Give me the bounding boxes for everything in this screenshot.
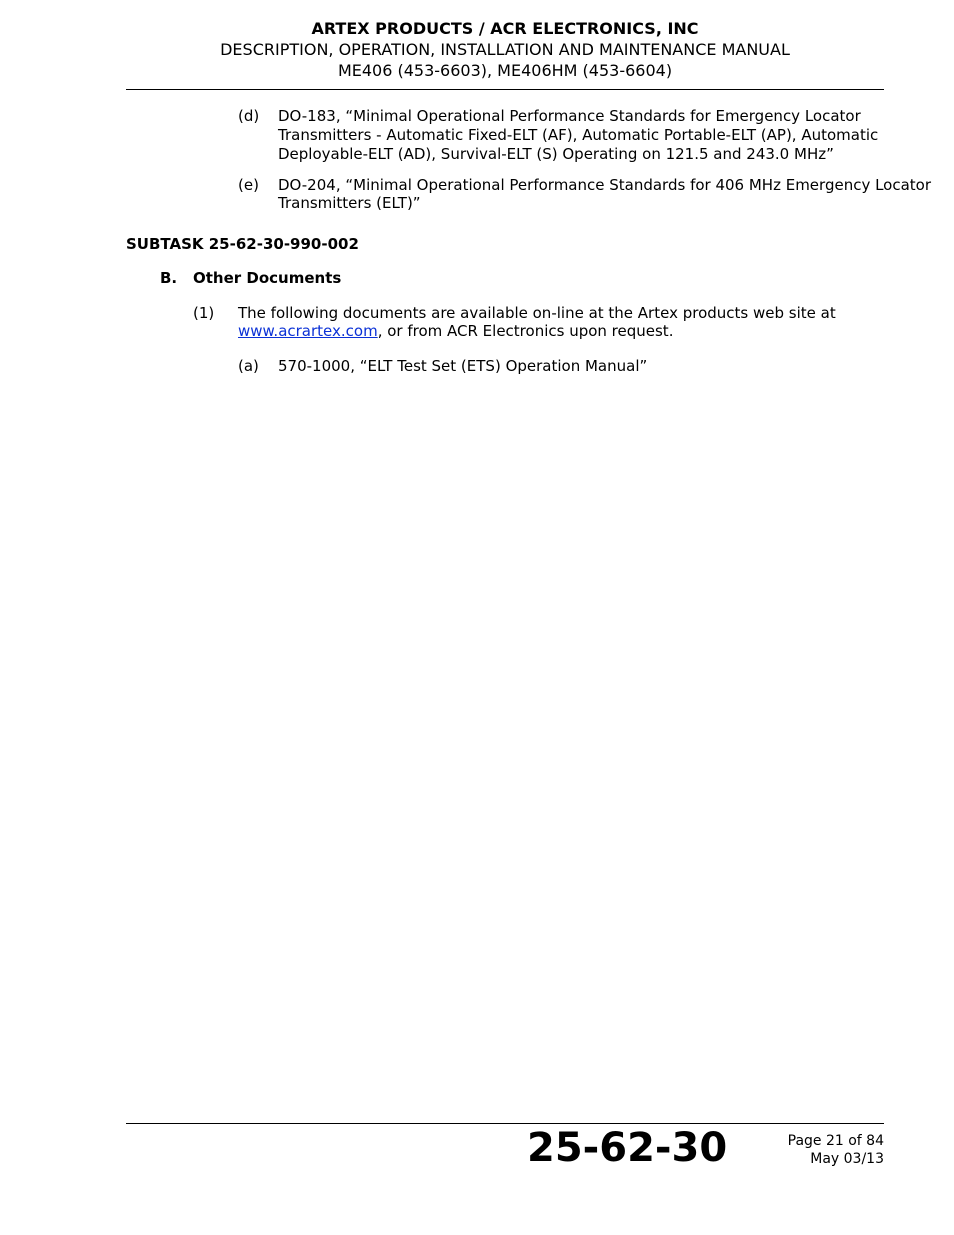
header-divider	[126, 89, 884, 90]
revision-date: May 03/13	[810, 1151, 884, 1167]
footer-divider	[126, 1123, 884, 1124]
item-d-label: (d)	[238, 107, 260, 125]
model-numbers: ME406 (453-6603), ME406HM (453-6604)	[337, 61, 673, 80]
paragraph-1-line-2	[238, 322, 673, 341]
paragraph-1-label: (1)	[193, 304, 215, 322]
company-name: ARTEX PRODUCTS / ACR ELECTRONICS, INC	[311, 19, 699, 38]
item-a-text: 570-1000, “ELT Test Set (ETS) Operation Manual”	[278, 357, 648, 375]
paragraph-1-line-2-rest: , or from ACR Electronics upon request.	[377, 322, 674, 340]
subtask-heading: SUBTASK 25-62-30-990-002	[126, 235, 359, 253]
item-e-label: (e)	[238, 176, 259, 194]
manual-title: DESCRIPTION, OPERATION, INSTALLATION AND MAINTENANCE MANUAL	[220, 40, 790, 59]
item-e-line-1: DO-204, “Minimal Operational Performance Standards for 406 MHz Emergency Locator	[278, 176, 932, 194]
item-d-line-2: Transmitters - Automatic Fixed-ELT (AF), Automatic Portable-ELT (AP), Automatic	[278, 126, 879, 144]
item-d-line-3: Deployable-ELT (AD), Survival-ELT (S) Operating on 121.5 and 243.0 MHz”	[278, 145, 834, 163]
paragraph-1-line-1: The following documents are available on-line at the Artex products web site at	[238, 304, 836, 322]
page-header	[126, 18, 884, 81]
item-d-line-1: DO-183, “Minimal Operational Performance Standards for Emergency Locator	[278, 107, 861, 125]
page-number: Page 21 of 84	[787, 1133, 884, 1149]
item-a-label: (a)	[238, 357, 259, 375]
item-e-line-2: Transmitters (ELT)”	[278, 194, 421, 212]
page-info	[788, 1132, 884, 1168]
section-b-label: B.	[160, 269, 178, 287]
document-code: 25-62-30	[527, 1125, 728, 1171]
section-b-title: Other Documents	[193, 269, 342, 287]
acrartex-website-link[interactable]: www.acrartex.com	[238, 322, 378, 340]
